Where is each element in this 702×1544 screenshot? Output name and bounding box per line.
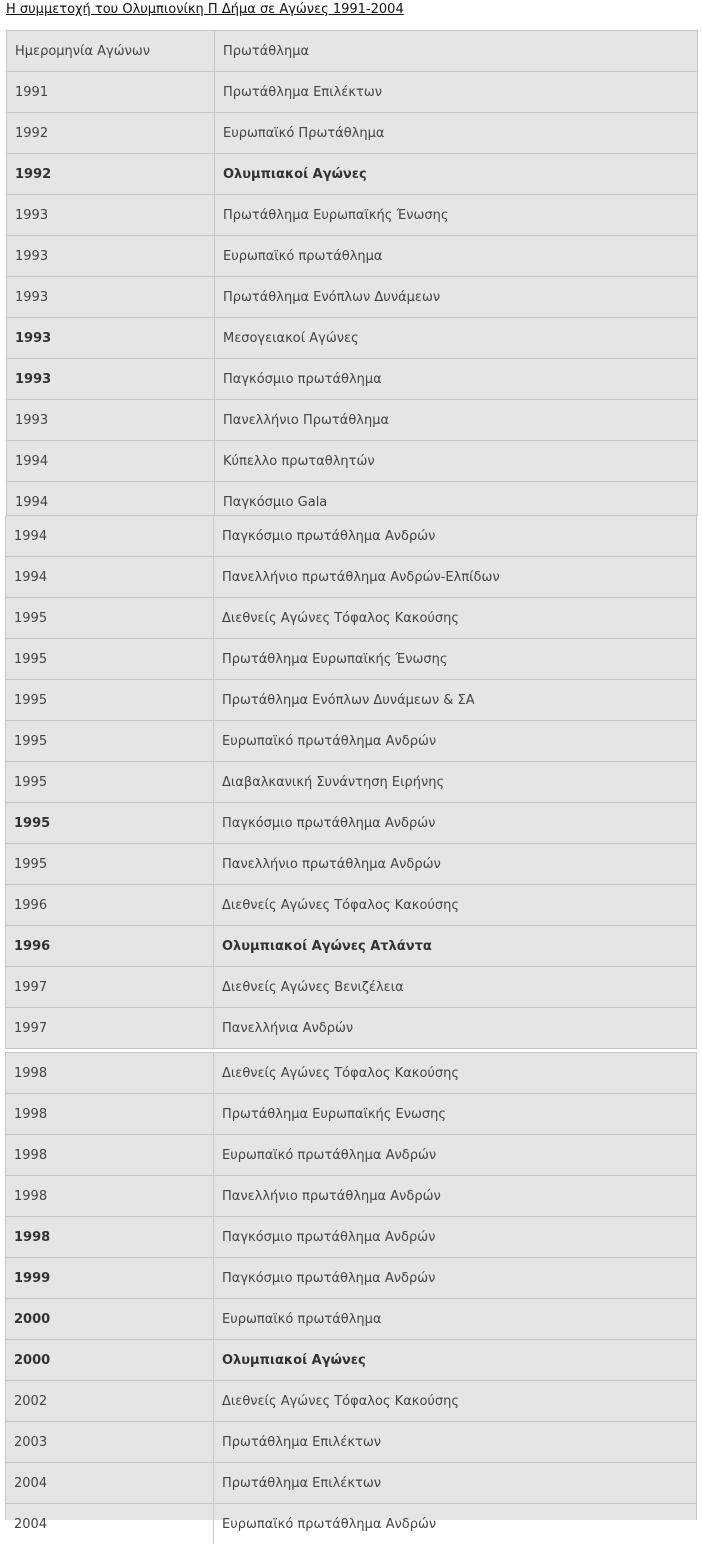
- row-championship: Πρωτάθλημα Ενόπλων Δυνάμεων & ΣΑ: [222, 692, 475, 708]
- table-row: [5, 803, 697, 844]
- row-year: 2003: [6, 1422, 214, 1462]
- table-row: [5, 967, 697, 1008]
- row-year: 1996: [6, 885, 214, 925]
- row-championship: Πρωτάθλημα Ευρωπαϊκής Ένωσης: [223, 207, 449, 223]
- table-row: [6, 318, 698, 359]
- row-championship: Πρωτάθλημα Επιλέκτων: [222, 1434, 381, 1450]
- row-year: 1992: [7, 113, 215, 153]
- table-row: [5, 1340, 697, 1381]
- table-row: [6, 113, 698, 154]
- row-championship: Μεσογειακοί Αγώνες: [223, 330, 359, 346]
- table-row: [5, 885, 697, 926]
- row-championship: Παγκόσμιο Gala: [223, 494, 328, 510]
- row-year: 1995: [6, 844, 214, 884]
- row-year: 1993: [7, 318, 215, 358]
- table-row: [5, 1217, 697, 1258]
- row-year: 1995: [6, 598, 214, 638]
- row-championship: Ευρωπαϊκό Πρωτάθλημα: [223, 125, 385, 141]
- table-row: [5, 1299, 697, 1340]
- table-row: [6, 72, 698, 113]
- table-row: [5, 598, 697, 639]
- table-row: [6, 359, 698, 400]
- row-championship: Πρωτάθλημα Επιλέκτων: [222, 1475, 381, 1491]
- row-championship: Πανελλήνιο πρωτάθλημα Ανδρών: [222, 856, 441, 872]
- table-row: [5, 1094, 697, 1135]
- row-year: 1994: [7, 441, 215, 481]
- row-year: 1997: [6, 967, 214, 1007]
- row-year: 1993: [7, 236, 215, 276]
- row-championship: Παγκόσμιο πρωτάθλημα Ανδρών: [222, 528, 436, 544]
- row-championship: Ευρωπαϊκό πρωτάθλημα Ανδρών: [222, 733, 437, 749]
- row-year: 1993: [7, 195, 215, 235]
- row-year: 1998: [6, 1053, 214, 1093]
- row-championship: Πρωτάθλημα Ευρωπαϊκής Ενωσης: [222, 1106, 446, 1122]
- table-row: [6, 441, 698, 482]
- row-year: 1995: [6, 680, 214, 720]
- row-championship: Πανελλήνιο πρωτάθλημα Ανδρών: [222, 1188, 441, 1204]
- row-championship: Διεθνείς Αγώνες Τόφαλος Κακούσης: [222, 897, 460, 913]
- row-year: 1994: [6, 557, 214, 597]
- row-championship: Παγκόσμιο πρωτάθλημα Ανδρών: [222, 1270, 436, 1286]
- row-championship: Ευρωπαϊκό πρωτάθλημα Ανδρών: [222, 1147, 437, 1163]
- row-year: 1995: [6, 639, 214, 679]
- table-row: [5, 1463, 697, 1504]
- table-row: [6, 482, 698, 516]
- table-row: [5, 1258, 697, 1299]
- row-year: 2000: [6, 1340, 214, 1380]
- row-championship: Ευρωπαϊκό πρωτάθλημα: [223, 248, 383, 264]
- header-championship: Πρωτάθλημα: [223, 43, 310, 59]
- page-title[interactable]: Η συμμετοχή του Ολυμπιονίκη Π Δήμα σε Αγώνες 1991-2004: [6, 2, 404, 17]
- row-championship: Διεθνείς Αγώνες Τόφαλος Κακούσης: [222, 1393, 460, 1409]
- row-year: 1993: [7, 400, 215, 440]
- table-row: [5, 680, 697, 721]
- row-year: 1994: [7, 482, 215, 522]
- row-year: 1998: [6, 1176, 214, 1216]
- row-year: 2004: [6, 1463, 214, 1503]
- row-year: 2000: [6, 1299, 214, 1339]
- row-championship: Πρωτάθλημα Επιλέκτων: [223, 84, 382, 100]
- row-year: 1998: [6, 1135, 214, 1175]
- table-row: [6, 195, 698, 236]
- table-row: [5, 1008, 697, 1049]
- row-championship: Παγκόσμιο πρωτάθλημα Ανδρών: [222, 815, 436, 831]
- row-championship: Παγκόσμιο πρωτάθλημα Ανδρών: [222, 1229, 436, 1245]
- row-championship: Διεθνείς Αγώνες Τόφαλος Κακούσης: [222, 610, 460, 626]
- table-row: [6, 400, 698, 441]
- row-year: 1993: [7, 359, 215, 399]
- row-championship: Ευρωπαϊκό πρωτάθλημα: [222, 1311, 382, 1327]
- row-year: 2004: [6, 1504, 214, 1544]
- row-year: 1993: [7, 277, 215, 317]
- table-row: [5, 557, 697, 598]
- table-row: [5, 721, 697, 762]
- header-year: Ημερομηνία Αγώνων: [7, 31, 215, 71]
- row-year: 1995: [6, 762, 214, 802]
- table-row: [5, 1052, 697, 1094]
- row-year: 1996: [6, 926, 214, 966]
- row-championship: Πρωτάθλημα Ενόπλων Δυνάμεων: [223, 289, 441, 305]
- table-row: [6, 154, 698, 195]
- row-year: 2002: [6, 1381, 214, 1421]
- row-championship: Κύπελλο πρωταθλητών: [223, 453, 375, 469]
- row-championship: Ολυμπιακοί Αγώνες Ατλάντα: [222, 938, 432, 954]
- row-year: 1995: [6, 803, 214, 843]
- table-header-row: [6, 30, 698, 72]
- table-row: [5, 1381, 697, 1422]
- table-row: [5, 844, 697, 885]
- row-year: 1991: [7, 72, 215, 112]
- row-championship: Πανελλήνιο Πρωτάθλημα: [223, 412, 390, 428]
- table-row: [5, 1422, 697, 1463]
- table-row: [5, 1176, 697, 1217]
- row-championship: Ευρωπαϊκό πρωτάθλημα Ανδρών: [222, 1516, 437, 1532]
- table-row: [5, 926, 697, 967]
- table-row: [5, 639, 697, 680]
- row-championship: Διεθνείς Αγώνες Τόφαλος Κακούσης: [222, 1065, 460, 1081]
- row-year: 1992: [7, 154, 215, 194]
- row-championship: Ολυμπιακοί Αγώνες: [222, 1352, 366, 1368]
- table-row: [5, 762, 697, 803]
- table-row: [5, 516, 697, 557]
- table-row: [5, 1504, 697, 1532]
- row-year: 1998: [6, 1217, 214, 1257]
- row-championship: Παγκόσμιο πρωτάθλημα: [223, 371, 382, 387]
- row-championship: Ολυμπιακοί Αγώνες: [223, 166, 367, 182]
- row-championship: Πανελλήνια Ανδρών: [222, 1020, 354, 1036]
- row-championship: Πρωτάθλημα Ευρωπαϊκής Ένωσης: [222, 651, 448, 667]
- row-championship: Διεθνείς Αγώνες Βενιζέλεια: [222, 979, 404, 995]
- row-championship: Πανελλήνιο πρωτάθλημα Ανδρών-Ελπίδων: [222, 569, 500, 585]
- row-year: 1994: [6, 516, 214, 556]
- table-row: [5, 1135, 697, 1176]
- row-year: 1998: [6, 1094, 214, 1134]
- row-championship: Διαβαλκανική Συνάντηση Ειρήνης: [222, 774, 445, 790]
- row-year: 1997: [6, 1008, 214, 1048]
- table-row: [6, 277, 698, 318]
- row-year: 1995: [6, 721, 214, 761]
- table-row: [6, 236, 698, 277]
- row-year: 1999: [6, 1258, 214, 1298]
